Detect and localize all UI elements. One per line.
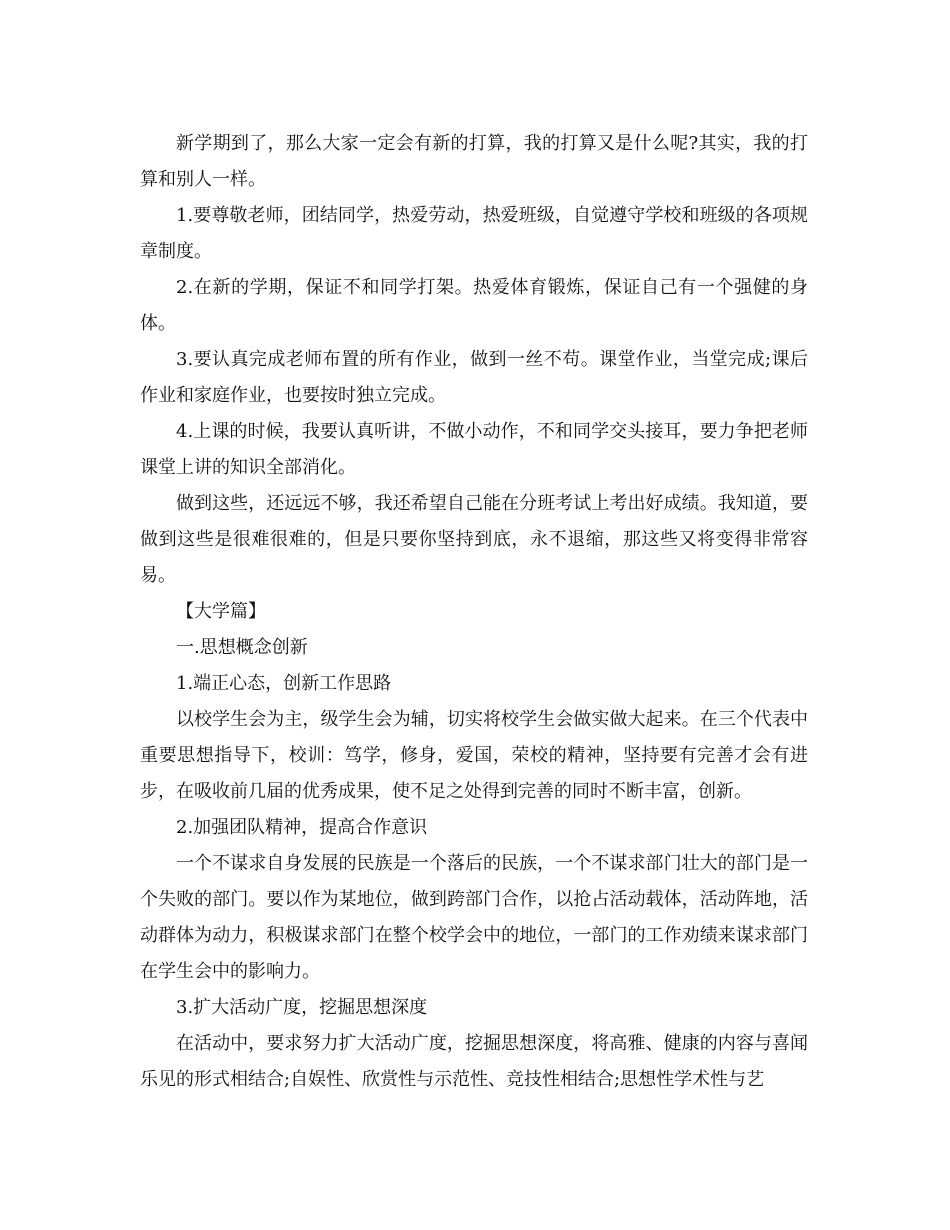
- subheading-attitude: 1.端正心态，创新工作思路: [176, 673, 392, 694]
- paragraph-item-4: 4.上课的时候，我要认真听讲，不做小动作，不和同学交头接耳，要力争把老师课堂上讲的知识全部消化。: [140, 421, 808, 478]
- paragraph-activity-body: 在活动中，要求努力扩大活动广度，挖掘思想深度，将高雅、健康的内容与喜闻乐见的形式相结合;自娱性、欣赏性与示范性、竞技性相结合;思想性学术性与艺: [140, 1033, 808, 1090]
- section-heading-university: 【大学篇】: [176, 601, 266, 622]
- paragraph-conclusion: 做到这些，还远远不够，我还希望自己能在分班考试上考出好成绩。我知道，要做到这些是很难很难的，但是只要你坚持到底，永不退缩，那这些又将变得非常容易。: [140, 493, 808, 586]
- subheading-thought-innovation: 一.思想概念创新: [176, 637, 308, 658]
- paragraph-intro: 新学期到了，那么大家一定会有新的打算，我的打算又是什么呢?其实，我的打算和别人一样。: [140, 133, 808, 190]
- paragraph-teamwork-body: 一个不谋求自身发展的民族是一个落后的民族，一个不谋求部门壮大的部门是一个失败的部门。要以作为某地位，做到跨部门合作，以抢占活动载体，活动阵地，活动群体为动力，积极谋求部门在整个校学会中的地位，一部门的工作劝绩来谋求部门在学生会中的影响力。: [140, 853, 808, 982]
- document-body: [140, 126, 808, 1098]
- subheading-teamwork: 2.加强团队精神，提高合作意识: [176, 817, 428, 838]
- paragraph-attitude-body: 以校学生会为主，级学生会为辅，切实将校学生会做实做大起来。在三个代表中重要思想指导下，校训：笃学，修身，爱国，荣校的精神，坚持要有完善才会有进步，在吸收前几届的优秀成果，使不足之处得到完善的同时不断丰富，创新。: [140, 709, 808, 802]
- paragraph-item-3: 3.要认真完成老师布置的所有作业，做到一丝不苟。课堂作业，当堂完成;课后作业和家庭作业，也要按时独立完成。: [140, 349, 808, 406]
- paragraph-item-1: 1.要尊敬老师，团结同学，热爱劳动，热爱班级，自觉遵守学校和班级的各项规章制度。: [140, 205, 808, 262]
- subheading-activity-breadth: 3.扩大活动广度，挖掘思想深度: [176, 997, 428, 1018]
- paragraph-item-2: 2.在新的学期，保证不和同学打架。热爱体育锻炼，保证自己有一个强健的身体。: [140, 277, 808, 334]
